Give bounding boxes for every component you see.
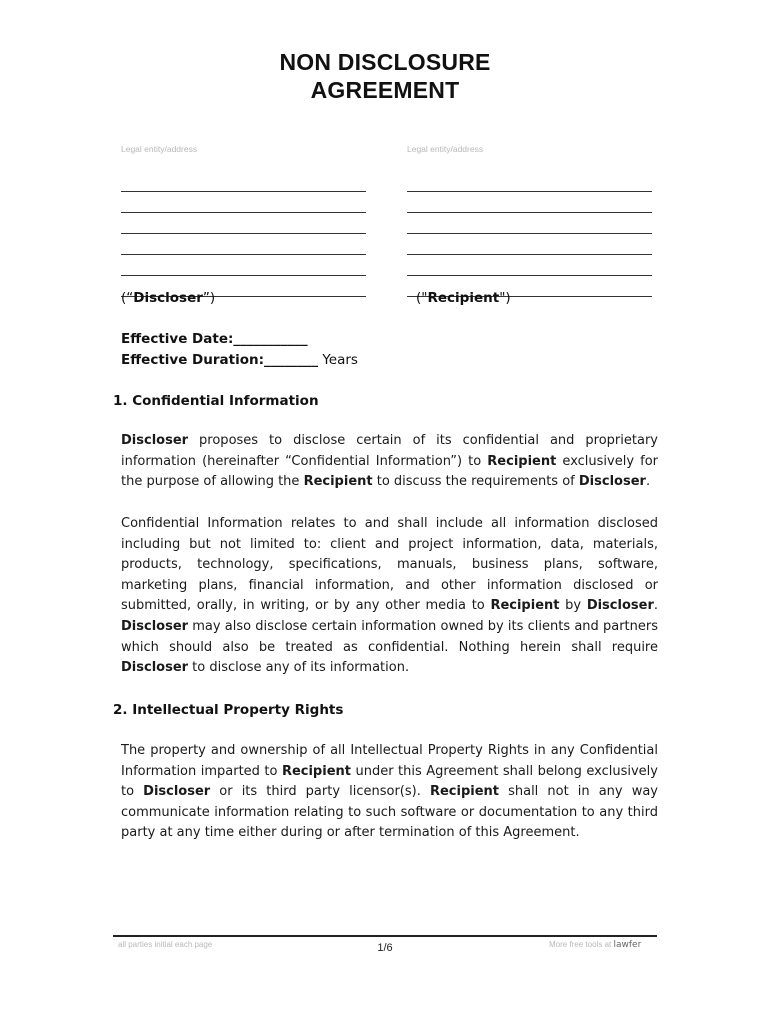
- paragraph-text: by: [559, 598, 587, 614]
- address-blank-line[interactable]: [407, 192, 652, 213]
- party-name: Discloser: [586, 598, 654, 614]
- footer-promo: [549, 940, 641, 950]
- discloser-address-hint: Legal entity/address: [121, 144, 198, 154]
- recipient-role-name: Recipient: [427, 290, 500, 306]
- party-name: Recipient: [490, 598, 560, 614]
- address-blank-line[interactable]: [121, 172, 366, 192]
- paragraph-text: under this Agreement shall belong exclusively to: [121, 763, 658, 800]
- paragraph-text: proposes to disclose certain of its confidential and proprietary information (hereinafter “Confidential Information”) to: [121, 433, 658, 469]
- paragraph-text: to disclose any of its information.: [188, 660, 410, 676]
- address-blank-line[interactable]: [407, 213, 652, 234]
- party-name: Recipient: [303, 474, 373, 490]
- address-blank-line[interactable]: [407, 255, 652, 276]
- paragraph-text: Confidential Information relates to and shall include all information disclosed including but not limited to: client and project information, data, materials, products, technology, specifications, manuals, business plans, software, marketing plans, financial information, and other information disclosed or submitted, orally, in writing, or by any other media to: [121, 516, 658, 614]
- discloser-role-name: Discloser: [133, 290, 203, 306]
- party-name: Recipient: [429, 784, 499, 800]
- party-name: Discloser: [121, 660, 189, 676]
- effective-duration-unit: Years: [322, 352, 358, 368]
- footer-promo-text: More free tools at: [549, 940, 612, 949]
- paragraph-text: exclusively for the purpose of allowing the: [121, 453, 658, 490]
- brand-logo[interactable]: lawfer: [613, 940, 642, 950]
- address-blank-line[interactable]: [407, 172, 652, 192]
- party-name: Recipient: [487, 453, 557, 469]
- effective-date-label[interactable]: Effective Date:___________: [121, 331, 308, 347]
- discloser-address-block: [121, 142, 366, 297]
- page-number: 1/6: [377, 942, 393, 954]
- paragraph-text: may also disclose certain information owned by its clients and partners which should also be treated as confidential. Nothing herein shall require: [121, 618, 658, 655]
- party-name: Discloser: [121, 618, 189, 634]
- section-1-heading: 1. Confidential Information: [113, 393, 319, 409]
- paragraph-text: .: [653, 598, 658, 614]
- section-1-paragraph-1: [121, 431, 658, 493]
- section-1-paragraph-2: [121, 514, 658, 679]
- discloser-address-lines: [121, 172, 366, 297]
- section-2-paragraph-1: [121, 741, 658, 844]
- footer-initial-note: all parties initial each page: [118, 940, 213, 949]
- effective-duration-label[interactable]: Effective Duration:________: [121, 352, 319, 368]
- recipient-address-hint: Legal entity/address: [407, 144, 484, 154]
- party-name: Recipient: [281, 763, 351, 779]
- title-line-1: NON DISCLOSURE: [279, 49, 491, 75]
- address-blank-line[interactable]: [121, 192, 366, 213]
- address-blank-line[interactable]: [407, 234, 652, 255]
- effective-date-row: [121, 329, 358, 350]
- effective-terms: [121, 329, 358, 371]
- party-name: Discloser: [121, 433, 189, 448]
- footer-divider: [113, 935, 657, 937]
- effective-duration-row: [121, 350, 358, 371]
- paragraph-text: or its third party licensor(s).: [210, 784, 430, 800]
- address-blank-line[interactable]: [121, 234, 366, 255]
- title-line-2: AGREEMENT: [310, 77, 460, 103]
- address-blank-line[interactable]: [121, 255, 366, 276]
- discloser-role-label: (“Discloser”): [121, 290, 216, 306]
- recipient-address-lines: [407, 172, 652, 297]
- paragraph-text: shall not in any way communicate information relating to such software or documentation to any third party at any time either during or after termination of this Agreement.: [121, 784, 659, 841]
- document-title: [0, 48, 770, 104]
- recipient-role-label: ("Recipient"): [416, 290, 511, 306]
- party-name: Discloser: [578, 474, 646, 490]
- section-2-heading: 2. Intellectual Property Rights: [113, 702, 344, 718]
- paragraph-text: to discuss the requirements of: [372, 474, 579, 490]
- recipient-address-block: [407, 142, 652, 297]
- party-name: Discloser: [143, 784, 211, 800]
- address-blank-line[interactable]: [121, 213, 366, 234]
- paragraph-text: The property and ownership of all Intellectual Property Rights in any Confidential Information imparted to: [121, 743, 658, 779]
- paragraph-text: .: [645, 474, 651, 490]
